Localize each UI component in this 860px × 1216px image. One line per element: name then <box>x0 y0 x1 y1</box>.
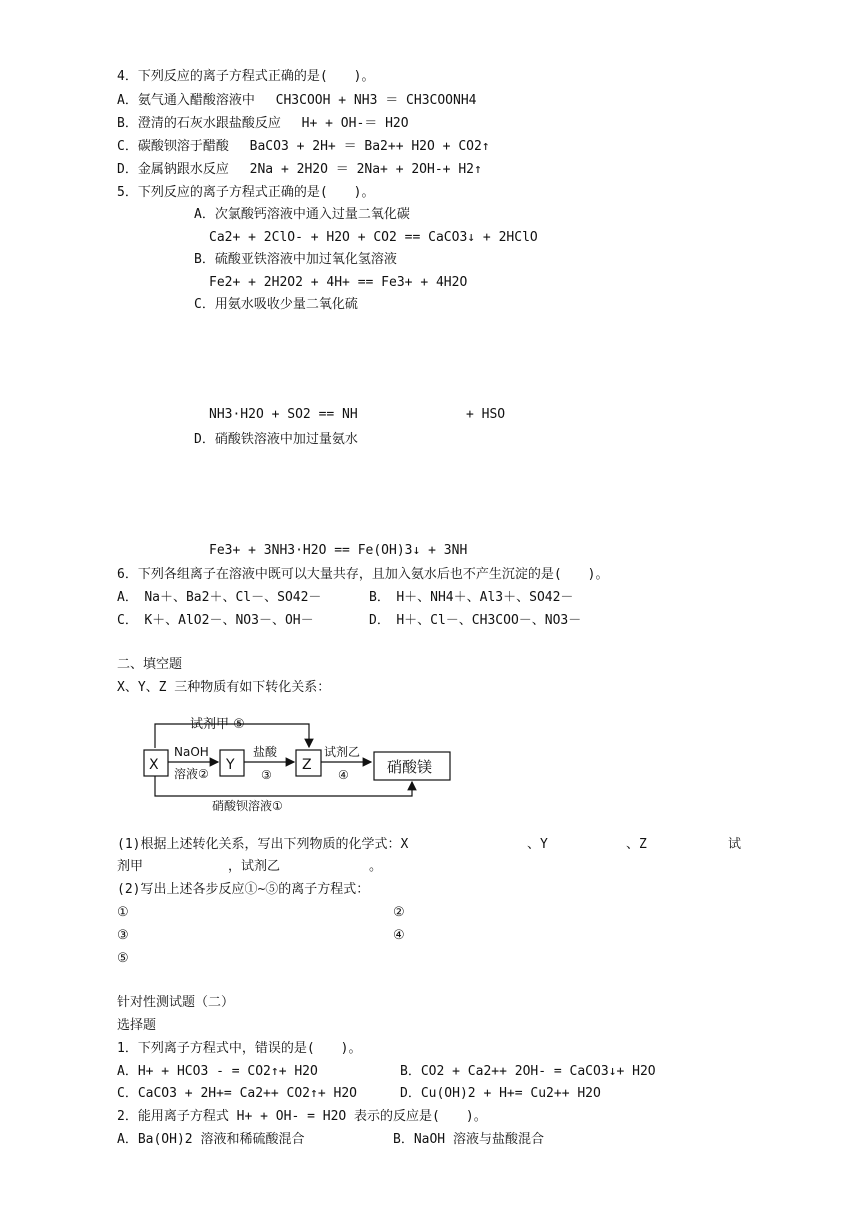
test2-q1-stem: 1．下列离子方程式中，错误的是( )。 <box>117 1041 362 1056</box>
blank-1: ① <box>117 905 129 920</box>
q5-stem: 5．下列反应的离子方程式正确的是( )。 <box>117 185 375 200</box>
q4-option-d: D．金属钠跟水反应 2Na + 2H2O ＝ 2Na+ + 2OH-+ H2↑ <box>117 162 482 177</box>
q5-option-a-equation: Ca2+ + 2ClO- + H2O + CO2 == CaCO3↓ + 2HClO <box>209 230 538 245</box>
test2-q1-option-d: D．Cu(OH)2 + H+= Cu2++ H2O <box>400 1086 601 1101</box>
fill-q2: (2)写出上述各步反应①~⑤的离子方程式： <box>117 882 370 897</box>
test2-q1-option-a: A．H+ + HCO3 - = CO2↑+ H2O <box>117 1064 318 1079</box>
label-barium-nitrate: 硝酸钡溶液① <box>212 799 283 813</box>
label-hcl: 盐酸 <box>253 745 278 759</box>
label-4: ④ <box>338 768 349 782</box>
test2-q2-option-b: B．NaOH 溶液与盐酸混合 <box>393 1132 544 1147</box>
fill-q1-period: 。 <box>369 859 383 874</box>
q4-stem: 4．下列反应的离子方程式正确的是( )。 <box>117 69 375 84</box>
fill-q1-line1: (1)根据上述转化关系，写出下列物质的化学式：X <box>117 837 409 852</box>
q4-option-c: C．碳酸钡溶于醋酸 BaCO3 + 2H+ ＝ Ba2++ H2O + CO2↑ <box>117 139 490 154</box>
test2-q1-option-b: B．CO2 + Ca2++ 2OH- = CaCO3↓+ H2O <box>400 1064 656 1079</box>
conversion-diagram <box>140 712 460 818</box>
blank-2: ② <box>393 905 405 920</box>
test2-subtitle: 选择题 <box>117 1018 157 1033</box>
q4-option-b: B．澄清的石灰水跟盐酸反应 H+ + OH-＝ H2O <box>117 116 409 131</box>
fill-q1-y: 、Y <box>527 837 548 852</box>
fill-q1-line2: 剂甲 <box>117 859 144 874</box>
q5-option-b-label: B．硫酸亚铁溶液中加过氧化氢溶液 <box>194 252 397 267</box>
q5-option-d-label: D．硝酸铁溶液中加过量氨水 <box>194 432 358 447</box>
node-z-label: Z <box>302 757 312 773</box>
blank-5: ⑤ <box>117 951 129 966</box>
q6-option-d: D． H＋、Cl－、CH3COO－、NO3－ <box>369 613 582 628</box>
fill-q1-end: 试 <box>728 837 742 852</box>
q6-option-b: B． H＋、NH4＋、Al3＋、SO42－ <box>369 590 574 605</box>
fill-q1-z: 、Z <box>626 837 647 852</box>
blank-3: ③ <box>117 928 129 943</box>
blank-4: ④ <box>393 928 405 943</box>
q5-option-b-equation: Fe2+ + 2H2O2 + 4H+ == Fe3+ + 4H2O <box>209 275 468 290</box>
node-y-label: Y <box>226 757 235 773</box>
q6-option-c: C． K＋、AlO2－、NO3－、OH－ <box>117 613 314 628</box>
label-reagent-b: 试剂乙 <box>324 745 361 759</box>
test2-q1-option-c: C．CaCO3 + 2H+= Ca2++ CO2↑+ H2O <box>117 1086 357 1101</box>
q4-option-a: A．氨气通入醋酸溶液中 CH3COOH + NH3 ＝ CH3COONH4 <box>117 93 477 108</box>
label-naoh: NaOH <box>174 745 209 759</box>
section-intro: X、Y、Z 三种物质有如下转化关系： <box>117 680 331 695</box>
q5-option-d-equation: Fe3+ + 3NH3·H2O == Fe(OH)3↓ + 3NH <box>209 543 468 558</box>
q5-option-c-label: C．用氨水吸收少量二氧化硫 <box>194 297 358 312</box>
label-solution-2: 溶液② <box>174 767 209 781</box>
q5-option-c-equation-left: NH3·H2O + SO2 == NH <box>209 407 358 422</box>
section-title: 二、填空题 <box>117 657 183 672</box>
fill-q1-reagent-b: ，试剂乙 <box>228 859 281 874</box>
test2-q2-stem: 2．能用离子方程式 H+ + OH- = H2O 表示的反应是( )。 <box>117 1109 487 1124</box>
node-product-label: 硝酸镁 <box>387 758 433 776</box>
q6-option-a: A． Na＋、Ba2＋、Cl－、SO42－ <box>117 590 322 605</box>
label-reagent-a: 试剂甲 ⑤ <box>190 717 245 732</box>
q5-option-a-label: A．次氯酸钙溶液中通入过量二氧化碳 <box>194 207 410 222</box>
q6-stem: 6．下列各组离子在溶液中既可以大量共存，且加入氨水后也不产生沉淀的是( )。 <box>117 567 609 582</box>
node-x-label: X <box>149 757 159 773</box>
test2-title: 针对性测试题（二） <box>117 995 235 1010</box>
q5-option-c-equation-right: + HSO <box>466 407 506 422</box>
test2-q2-option-a: A．Ba(OH)2 溶液和稀硫酸混合 <box>117 1132 305 1147</box>
label-3: ③ <box>261 768 272 782</box>
